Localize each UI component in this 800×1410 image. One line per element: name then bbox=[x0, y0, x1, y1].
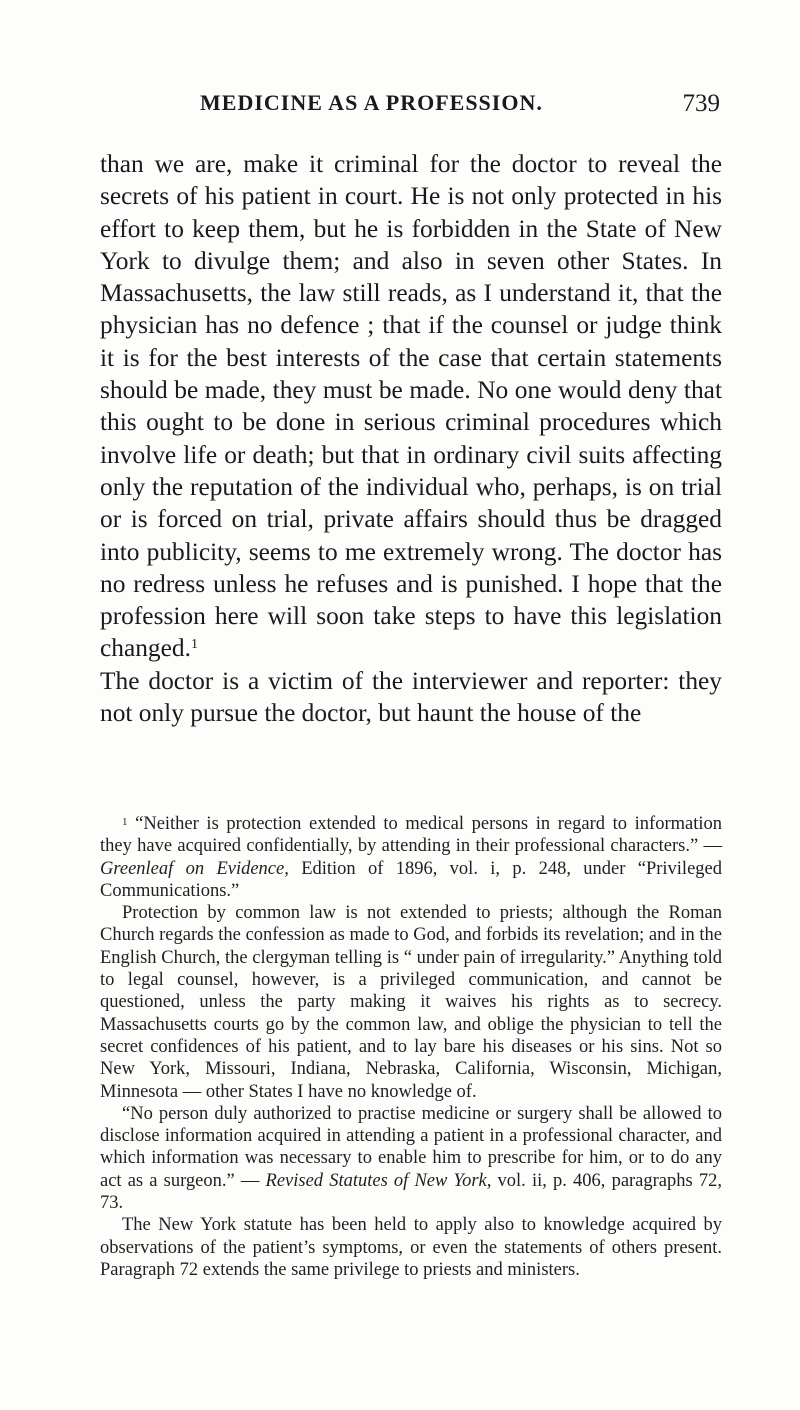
paragraph-2: The doctor is a victim of the interviewer and reporter: they not only pursue the doctor, but haunt the house of the bbox=[100, 666, 722, 728]
footnote-paragraph-2: Protection by common law is not extended to priests; although the Roman Church regards the confession as made to God, and forbids its revelation; and in the English Church, the clergyman telling is “ under pain of irregularity.” Anything told to legal counsel, however, is a privileged communication, and cannot be questioned, unless the party making it waives his rights as to secrecy. Massachusetts courts go by the common law, and oblige the physician to tell the secret confidences of his patient, and to lay bare his diseases or his sins. Not so New York, Missouri, Indiana, Nebraska, California, Wisconsin, Michigan, Minnesota — other States I have no knowledge of. bbox=[100, 903, 722, 1102]
footnote-paragraph-1 bbox=[100, 813, 722, 902]
footnote-paragraph-3 bbox=[100, 1103, 722, 1214]
page-number: 739 bbox=[682, 90, 720, 117]
main-text bbox=[100, 148, 722, 729]
footnote-marker: 1 bbox=[122, 816, 128, 828]
footnote-quote-greenleaf: “Neither is protection extended to medical persons in regard to information they have acquired confidentially, by attending in their professional characters.” — bbox=[100, 814, 722, 857]
running-head bbox=[100, 90, 720, 120]
footnote-source-greenleaf: Greenleaf on Evidence, bbox=[100, 858, 289, 879]
paragraph-1-text: than we are, make it criminal for the doctor to reveal the secrets of his patient in court. He is not only protected in his effort to keep them, but he is forbidden in the State of New York to divulge them; and also in seven other States. In Massachusetts, the law still reads, as I understand it, that the physician has no defence ; that if the counsel or judge think it is for the best interests of the case that certain statements should be made, they must be made. No one would deny that this ought to be done in serious criminal procedures which involve life or death; but that in ordinary civil suits affecting only the reputation of the individual who, perhaps, is on trial or is forced on trial, private affairs should thus be dragged into publicity, seems to me extremely wrong. The doctor has no redress unless he refuses and is punished. I hope that the profession here will soon take steps to have this legislation changed. bbox=[100, 150, 722, 663]
footnote-paragraph-4: The New York statute has been held to apply also to knowledge acquired by observations of the patient’s symptoms, or even the statements of others present. Paragraph 72 extends the same privilege to priests and ministers. bbox=[100, 1215, 722, 1280]
footnote bbox=[100, 813, 722, 1281]
footnote-source-statutes: Revised Statutes of New York, bbox=[265, 1170, 492, 1191]
paragraph-1 bbox=[100, 148, 722, 665]
footnote-reference[interactable]: 1 bbox=[190, 637, 198, 653]
running-head-title: MEDICINE AS A PROFESSION. bbox=[200, 90, 543, 115]
footnote-source-greenleaf-detail: Edition of 1896, vol. i, p. 248, under “Privileged Communications.” bbox=[100, 858, 722, 901]
footnote-quote-statute: “No person duly authorized to practise medicine or surgery shall be allowed to disclose information acquired in attending a patient in a professional character, and which information was necessary to enable him to prescribe for him, or to do any act as a surgeon.” — bbox=[100, 1103, 722, 1191]
footnote-source-statutes-detail: vol. ii, p. 406, paragraphs 72, 73. bbox=[100, 1170, 722, 1214]
